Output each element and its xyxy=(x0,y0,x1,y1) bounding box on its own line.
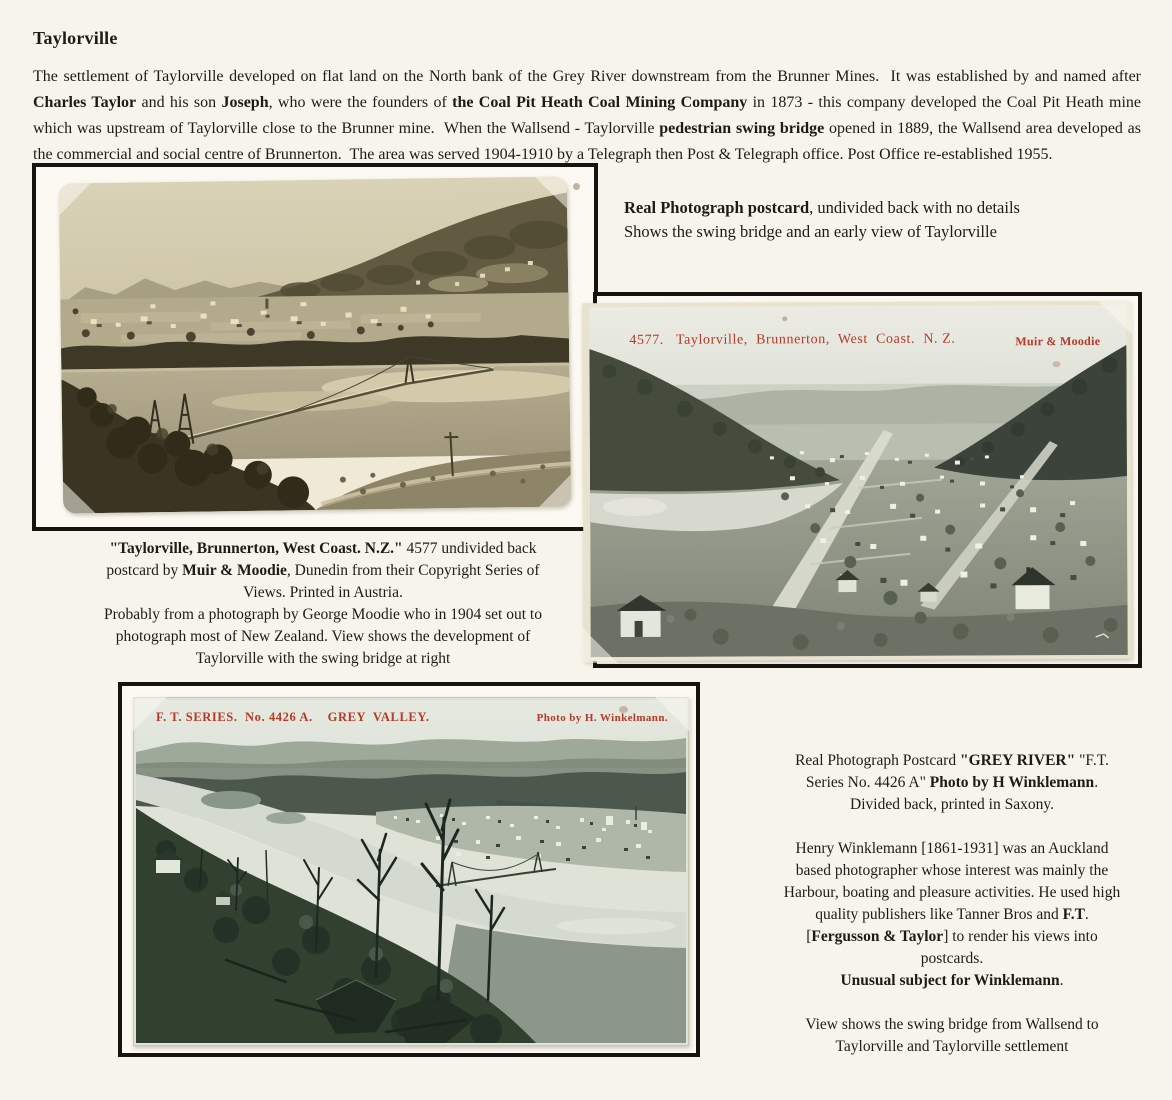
postcard-number-title: 4577. Taylorville, Brunnerton, West Coast. N. Z. xyxy=(629,331,956,348)
swing-bridge-photo-illustration xyxy=(59,176,572,513)
grey-valley-photo-illustration xyxy=(136,700,686,1043)
age-spot xyxy=(573,183,580,190)
postcard-frame-grey-valley xyxy=(118,682,700,1057)
age-spot xyxy=(619,706,628,713)
page-title: Taylorville xyxy=(33,28,118,48)
caption-swing-bridge-photo: Real Photograph postcard, undivided back with no details Shows the swing bridge and an early view of Taylorville xyxy=(624,198,1020,241)
taylorville-town-photo-illustration xyxy=(589,305,1128,657)
postcard-publisher: Muir & Moodie xyxy=(1015,333,1101,349)
postcard-muir-moodie xyxy=(582,301,1132,661)
postcard-grey-valley xyxy=(133,697,689,1046)
postcard-frame-muir-moodie xyxy=(593,292,1142,668)
age-spot xyxy=(782,316,787,321)
intro-paragraph: The settlement of Taylorville developed on flat land on the North bank of the Grey River downstream from the Brunner Mines. It was established by and named after Charles Taylor and his son Joseph, who were the founders of the Coal Pit Heath Coal Mining Company in 1873 - this company developed the Coal Pit Heath mine which was upstream of Taylorville close to the Brunner mine. When the Wallsend - Taylorville pedestrian swing bridge opened in 1889, the Wallsend area developed as the commercial and social centre of Brunnerton. The area was served 1904-1910 by a Telegraph then Post & Telegraph office. Post Office re-established 1955. xyxy=(33,68,1146,163)
caption-muir-moodie-postcard: "Taylorville, Brunnerton, West Coast. N.Z." 4577 undivided back postcard by Muir & Moodie, Dunedin from their Copyright Series of Views. Printed in Austria. Probably from a photograph by George Moodie who in 1904 set out to photograph most of New Zealand. View shows the development of Taylorville with the swing bridge at right xyxy=(104,540,542,667)
caption-grey-valley-postcard: Real Photograph Postcard "GREY RIVER" "F.T. Series No. 4426 A" Photo by H Winklemann. Divided back, printed in Saxony. Henry Winklemann [1861-1931] was an Auckland based photographer whose interest was mainly the Harbour, boating and pleasure activities. He used high quality publishers like Tanner Bros and F.T. [Fergusson & Taylor] to render his views into postcards. Unusual subject for Winklemann. View shows the swing bridge from Wallsend to Taylorville and Taylorville settlement xyxy=(783,752,1121,1055)
postcard-photo-credit: Photo by H. Winkelmann. xyxy=(536,712,668,724)
postcard-series-title: F. T. SERIES. No. 4426 A. GREY VALLEY. xyxy=(156,710,430,724)
photo-frame-swing-bridge xyxy=(32,163,598,531)
age-spot xyxy=(1052,361,1060,367)
photo-swing-bridge xyxy=(59,176,572,513)
